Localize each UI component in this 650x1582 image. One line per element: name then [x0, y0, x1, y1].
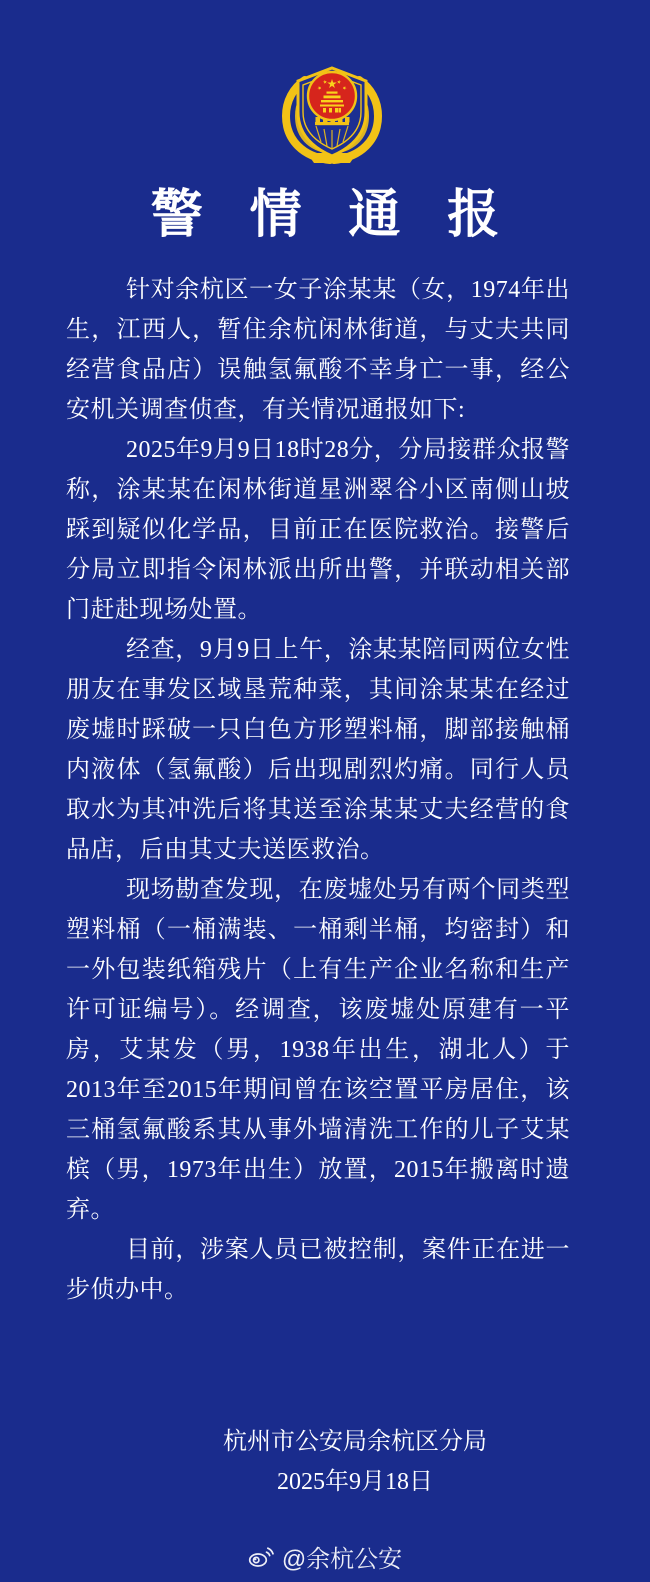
weibo-handle: @余杭公安: [281, 1546, 403, 1573]
issuing-agency: 杭州市公安局余杭区分局: [223, 1429, 487, 1455]
weibo-icon: [248, 1545, 275, 1568]
emblem-row: [0, 0, 650, 164]
weibo-footer: [0, 1539, 650, 1574]
notice-paragraph-1: 针对余杭区一女子涂某某（女，1974年出生，江西人，暂住余杭闲林街道，与丈夫共同经营食品店）误触氢氟酸不幸身亡一事，经公安机关调查侦查，有关情况通报如下:: [66, 277, 570, 423]
signoff-block: [30, 1422, 650, 1502]
notice-paragraph-5: 目前，涉案人员已被控制，案件正在进一步侦办中。: [66, 1237, 570, 1303]
notice-title: 警情通报: [150, 187, 546, 244]
notice-paragraph-3: 经查，9月9日上午，涂某某陪同两位女性朋友在事发区域垦荒种菜，其间涂某某在经过废墟时踩破一只白色方形塑料桶，脚部接触桶内液体（氢氟酸）后出现剧烈灼痛。同行人员取水为其冲洗后将其送至涂某某丈夫经营的食品店，后由其丈夫送医救治。: [66, 637, 570, 863]
notice-body: [66, 270, 570, 1310]
notice-paragraph-2: 2025年9月9日18时28分，分局接群众报警称，涂某某在闲林街道星洲翠谷小区南侧山坡踩到疑似化学品，目前正在医院救治。接警后分局立即指令闲林派出所出警，并联动相关部门赶赴现场处置。: [66, 437, 570, 623]
issue-date: 2025年9月18日: [277, 1469, 433, 1495]
notice-paragraph-4: 现场勘查发现，在废墟处另有两个同类型塑料桶（一桶满装、一桶剩半桶，均密封）和一外包装纸箱残片（上有生产企业名称和生产许可证编号）。经调查，该废墟处原建有一平房，艾某发（男，1938年出生，湖北人）于2013年至2015年期间曾在该空置平房居住，该三桶氢氟酸系其从事外墙清洗工作的儿子艾某槟（男，1973年出生）放置，2015年搬离时遗弃。: [66, 877, 570, 1223]
china-police-badge-icon: [277, 60, 387, 164]
